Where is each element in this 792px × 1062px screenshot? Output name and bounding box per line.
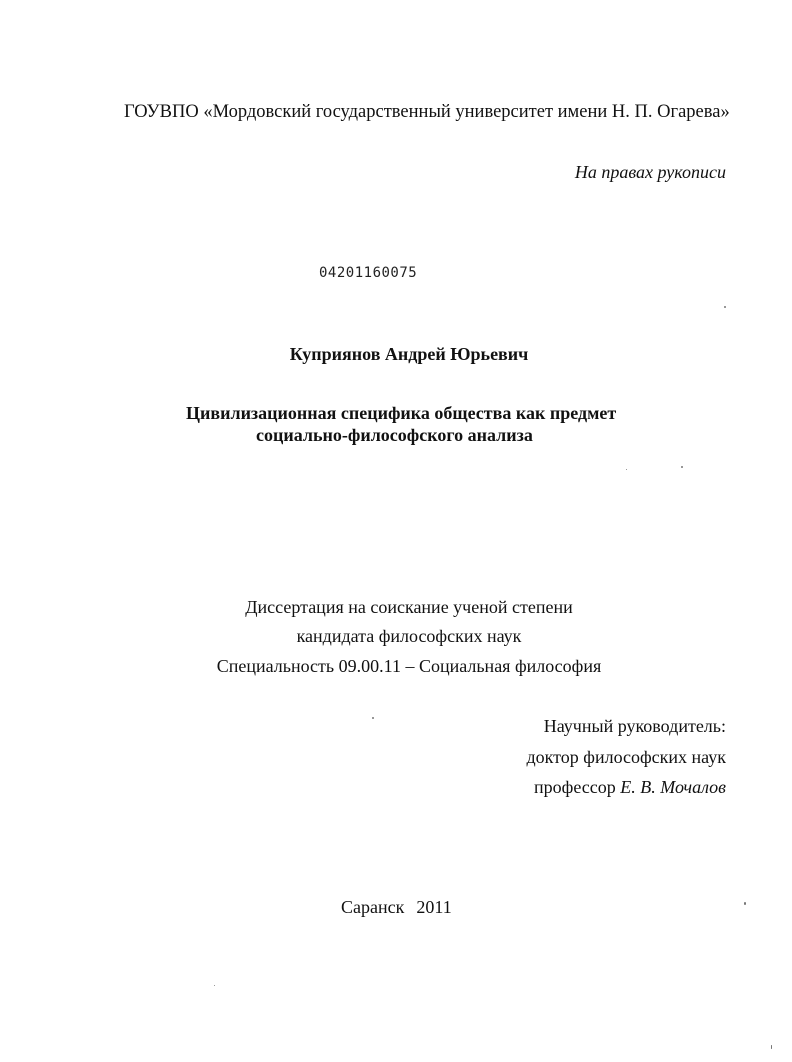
specialty-line: Специальность 09.00.11 – Социальная философия: [216, 656, 602, 676]
degree-statement-line-2: кандидата философских наук: [296, 626, 522, 646]
supervisor-label: Научный руководитель:: [543, 716, 726, 736]
institution-header: ГОУВПО «Мордовский государственный университет имени Н. П. Огарева»: [124, 102, 730, 122]
degree-statement-line-1: Диссертация на соискание ученой степени: [245, 597, 573, 617]
registration-stamp-number: 04201160075: [319, 265, 418, 281]
supervisor-rank: профессор: [534, 777, 616, 797]
manuscript-rights-note: На правах рукописи: [574, 162, 726, 182]
dissertation-title-line-2: социально-философского анализа: [256, 425, 533, 445]
supervisor-name: Е. В. Мочалов: [620, 777, 726, 797]
supervisor-degree: доктор философских наук: [526, 747, 726, 767]
scan-speck: [681, 466, 683, 468]
dissertation-title-line-1: Цивилизационная специфика общества как предмет: [186, 403, 617, 423]
author-name: Куприянов Андрей Юрьевич: [289, 344, 529, 364]
scan-speck: [626, 469, 627, 470]
supervisor-rank-name: [534, 776, 726, 798]
scan-speck: [372, 717, 374, 719]
city-year: [341, 896, 452, 918]
year: 2011: [416, 897, 452, 917]
scan-speck: [214, 985, 215, 986]
scan-speck: [744, 902, 746, 905]
scan-speck: [771, 1045, 772, 1049]
scan-speck: [724, 306, 726, 308]
city: Саранск: [341, 897, 405, 917]
